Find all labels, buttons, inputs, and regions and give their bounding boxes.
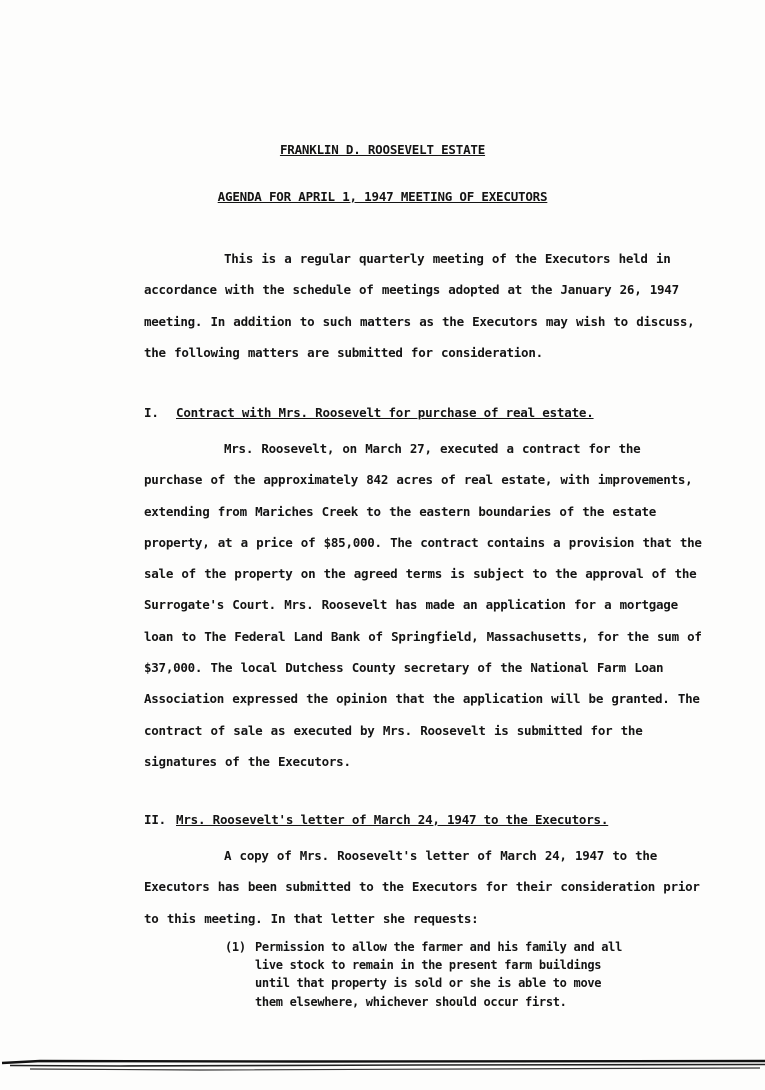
list-item-text: Permission to allow the farmer and his family and all live stock to remain in the present farm buildings until that property is sold or she is able to move them elsewhere, whichever should occur first. <box>255 940 623 1009</box>
intro-paragraph: This is a regular quarterly meeting of the Executors held in accordance with the schedule of meetings adopted at the January 26, 1947 meeting. In addition to such matters as the Executors may wish to discuss, the following matters are submitted for consideration. <box>144 251 695 360</box>
section-title-2: Mrs. Roosevelt's letter of March 24, 1947 to the Executors. <box>176 812 609 827</box>
section-paragraph-1: Mrs. Roosevelt, on March 27, executed a contract for the purchase of the approximately 842 acres of real estate, with improvements, extending from Mariches Creek to the eastern boundaries of the estate property, at a price of $85,000. The contract contains a provision that the sale of the property on the agreed terms is subject to the approval of the Surrogate's Court. Mrs. Roosevelt has made an application for a mortgage loan to The Federal Land Bank of Springfield, Massachusetts, for the sum of $37,000. The local Dutchess County secretary of the National Farm Loan Association expressed the opinion that the application will be granted. The contract of sale as executed by Mrs. Roosevelt is submitted for the signatures of the Executors. <box>144 441 702 769</box>
list-item-marker: (1) <box>225 940 246 954</box>
section-number-2: II. <box>144 812 166 827</box>
section-heading-2 <box>144 812 608 827</box>
document-title: FRANKLIN D. ROOSEVELT ESTATE <box>279 142 486 157</box>
section-paragraph-2: A copy of Mrs. Roosevelt's letter of March 24, 1947 to the Executors has been submitted to the Executors for their consideration prior to this meeting. In that letter she requests: <box>144 848 700 926</box>
section-title-1: Contract with Mrs. Roosevelt for purchase of real estate. <box>176 405 594 420</box>
section-number-1: I. <box>144 405 159 420</box>
section-heading-1 <box>144 405 594 420</box>
document-subtitle: AGENDA FOR APRIL 1, 1947 MEETING OF EXECUTORS <box>217 189 548 204</box>
list-item <box>225 938 625 1011</box>
page-bottom-rule <box>0 1058 765 1072</box>
